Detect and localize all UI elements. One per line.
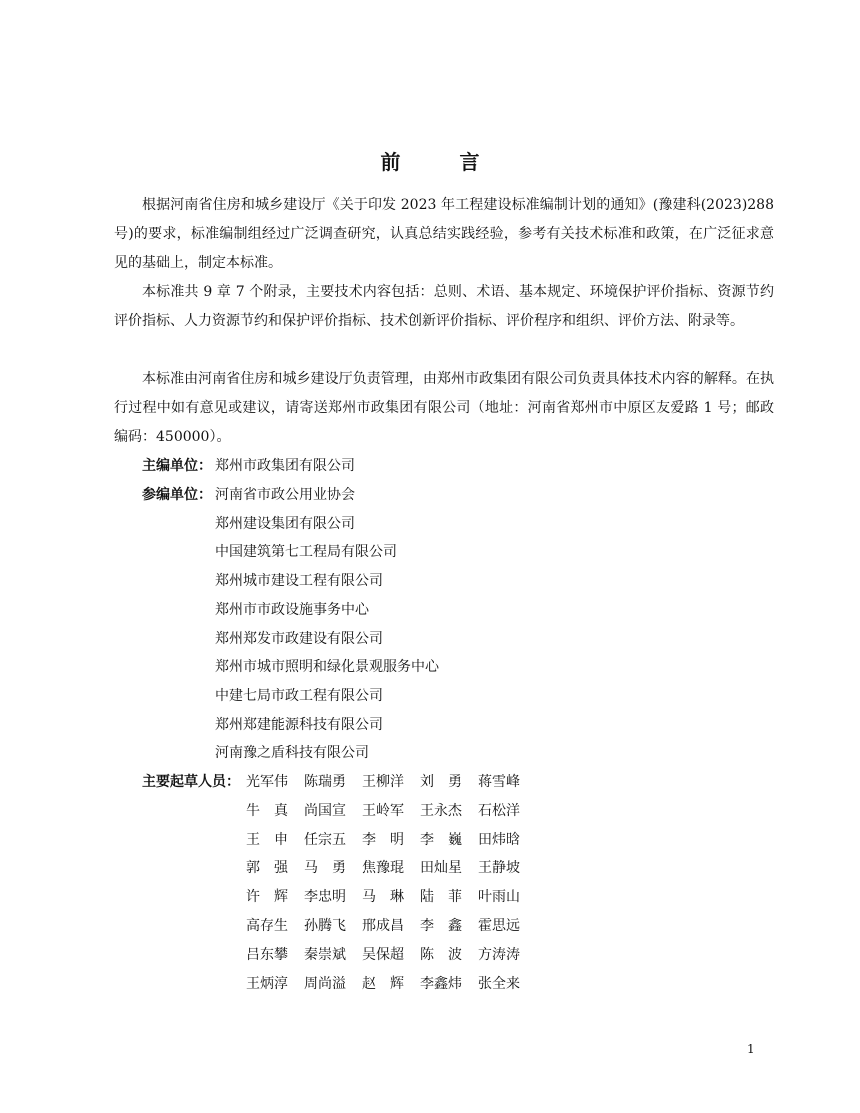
drafter-name: 马 勇 <box>304 860 346 877</box>
chief-unit-label: 主编单位： <box>142 458 212 474</box>
drafters-row <box>246 970 536 999</box>
drafter-name: 马 琳 <box>362 889 404 906</box>
drafter-name: 陈 波 <box>420 946 462 963</box>
participating-unit: 郑州市市政设施事务中心 <box>215 601 369 618</box>
drafter-name: 刘 勇 <box>420 774 462 790</box>
drafter-name: 高存生 <box>246 917 288 934</box>
participating-unit: 郑州市城市照明和绿化景观服务中心 <box>215 659 439 676</box>
paragraph-management: 本标准由河南省住房和城乡建设厅负责管理，由郑州市政集团有限公司负责具体技术内容的解释。在执行过程中如有意见或建议，请寄送郑州市政集团有限公司（地址：河南省郑州市中原区友爱路 1 号；邮政编码：450000）。 <box>114 371 774 445</box>
drafter-name: 王静坡 <box>478 860 520 877</box>
participating-units-label: 参编单位： <box>142 487 212 503</box>
drafters-label: 主要起草人员： <box>142 774 240 790</box>
drafter-name: 霍思远 <box>478 917 520 934</box>
drafter-name: 秦崇斌 <box>304 946 346 963</box>
participating-unit: 河南豫之盾科技有限公司 <box>215 745 369 762</box>
drafter-name: 田炜晗 <box>478 831 520 848</box>
page-title: 前 言 <box>380 150 506 174</box>
drafter-name: 周尚溢 <box>304 975 346 992</box>
drafter-name: 李忠明 <box>304 889 346 906</box>
drafter-name: 叶雨山 <box>478 889 520 906</box>
participating-unit: 郑州城市建设工程有限公司 <box>215 573 383 590</box>
drafter-name: 牛 真 <box>246 802 288 819</box>
drafter-name: 方涛涛 <box>478 946 520 963</box>
page-number: 1 <box>747 1042 755 1056</box>
drafter-name: 田灿星 <box>420 860 462 877</box>
drafter-name: 李 鑫 <box>420 917 462 934</box>
drafter-name: 郭 强 <box>246 860 288 877</box>
drafter-name: 王永杰 <box>420 802 462 819</box>
participating-unit: 中建七局市政工程有限公司 <box>215 687 383 704</box>
drafter-name: 王柳洋 <box>362 774 404 790</box>
participating-unit: 河南省市政公用业协会 <box>215 487 355 503</box>
drafter-name: 王炳淳 <box>246 975 288 992</box>
participating-unit: 中国建筑第七工程局有限公司 <box>215 544 397 561</box>
drafters-row <box>246 912 536 941</box>
drafter-name: 吴保超 <box>362 946 404 963</box>
drafter-name: 陈瑞勇 <box>304 774 346 790</box>
drafter-name: 张全来 <box>478 975 520 992</box>
drafter-name: 李鑫炜 <box>420 975 462 992</box>
drafters-row <box>246 854 536 883</box>
drafter-name: 赵 辉 <box>362 975 404 992</box>
drafter-name: 陆 菲 <box>420 889 462 906</box>
drafters-list <box>246 768 536 998</box>
drafter-name: 尚国宣 <box>304 802 346 819</box>
drafter-name: 蒋雪峰 <box>478 774 520 790</box>
drafters-row <box>246 797 536 826</box>
drafter-name: 李 巍 <box>420 831 462 848</box>
drafter-name: 任宗五 <box>304 831 346 848</box>
drafter-name: 孙腾飞 <box>304 917 346 934</box>
drafter-name: 吕东攀 <box>246 946 288 963</box>
drafter-name: 王岭军 <box>362 802 404 819</box>
drafters-row <box>246 883 536 912</box>
paragraph-contents: 本标准共 9 章 7 个附录，主要技术内容包括：总则、术语、基本规定、环境保护评价指标、资源节约评价指标、人力资源节约和保护评价指标、技术创新评价指标、评价程序和组织、评价方法、附录等。 <box>114 284 774 329</box>
drafter-name: 李 明 <box>362 831 404 848</box>
drafter-name: 光军伟 <box>246 774 288 790</box>
drafter-name: 许 辉 <box>246 889 288 906</box>
participating-unit: 郑州郑建能源科技有限公司 <box>215 716 383 733</box>
paragraph-background: 根据河南省住房和城乡建设厅《关于印发 2023 年工程建设标准编制计划的通知》(豫建科(2023)288 号)的要求，标准编制组经过广泛调查研究，认真总结实践经验，参考有关技术标准和政策，在广泛征求意见的基础上，制定本标准。 <box>114 197 774 271</box>
participating-unit: 郑州建设集团有限公司 <box>215 515 355 532</box>
drafter-name: 王 申 <box>246 831 288 848</box>
drafter-name: 邢成昌 <box>362 917 404 934</box>
drafters-row <box>246 768 536 797</box>
drafters-row <box>246 941 536 970</box>
drafters-row <box>246 826 536 855</box>
participating-unit: 郑州郑发市政建设有限公司 <box>215 630 383 647</box>
drafter-name: 石松洋 <box>478 802 520 819</box>
chief-unit: 郑州市政集团有限公司 <box>215 458 355 474</box>
drafter-name: 焦豫琨 <box>362 860 404 877</box>
participating-units-list <box>215 481 439 768</box>
